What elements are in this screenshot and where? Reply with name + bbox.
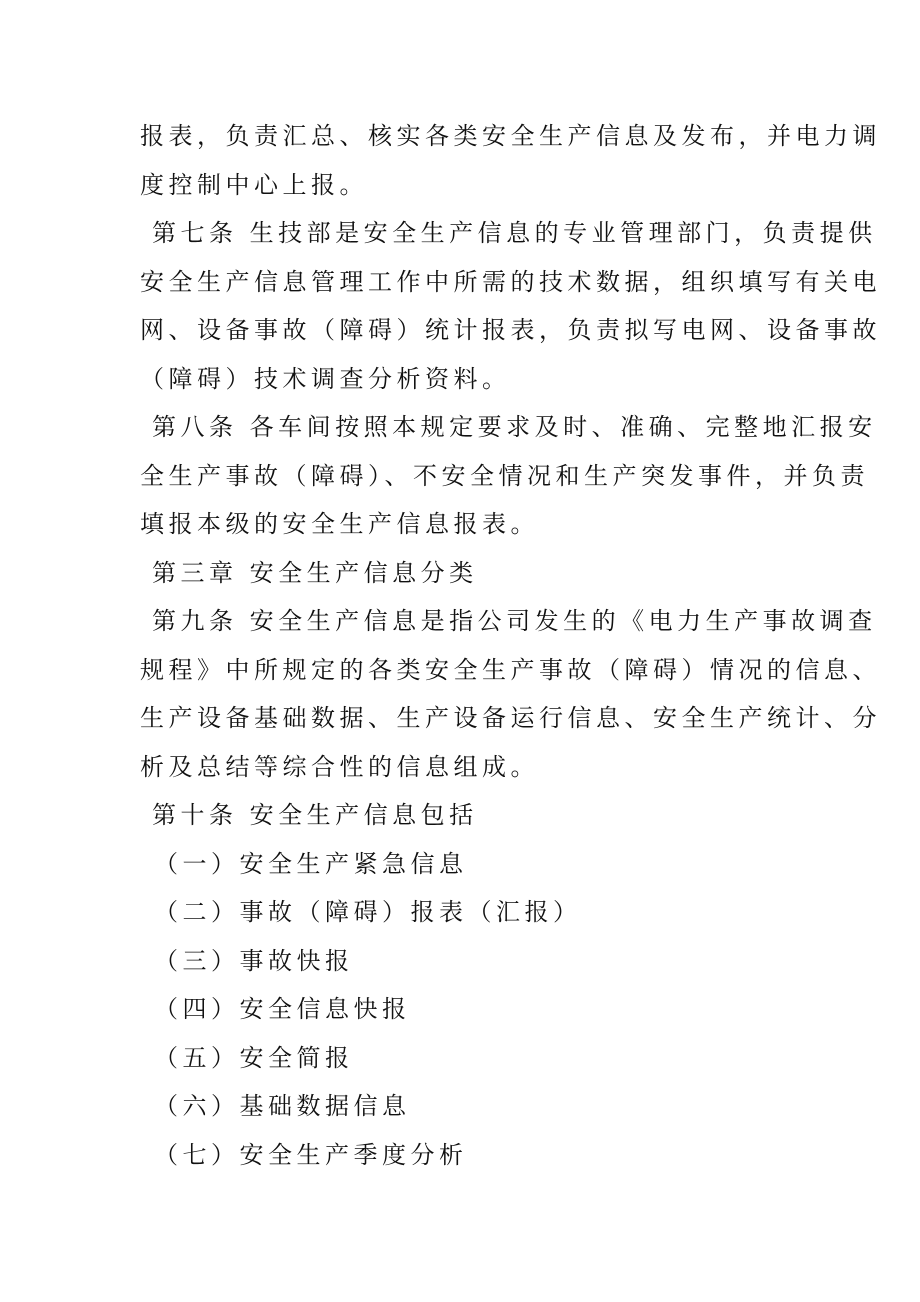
list-item: （六）基础数据信息 [154, 1092, 411, 1120]
text-line: 析及总结等综合性的信息组成。 [140, 752, 539, 781]
text-line: 度控制中心上报。 [140, 170, 368, 199]
text-line: 全生产事故（障碍）、不安全情况和生产突发事件，并负责 [140, 461, 869, 490]
text-line: 报表，负责汇总、核实各类安全生产信息及发布，并电力调 [140, 122, 881, 150]
text-line: 填报本级的安全生产信息报表。 [140, 510, 539, 538]
text-line: 规程》中所规定的各类安全生产事故（障碍）情况的信息、 [140, 655, 881, 684]
text-line: 安全生产信息管理工作中所需的技术数据，组织填写有关电 [140, 267, 881, 296]
list-item: （四）安全信息快报 [154, 995, 411, 1023]
list-item: （三）事故快报 [154, 946, 354, 975]
chapter-3-heading: 第三章 安全生产信息分类 [152, 558, 478, 587]
list-item: （一）安全生产紧急信息 [154, 849, 468, 878]
text-line: 生产设备基础数据、生产设备运行信息、安全生产统计、分 [140, 704, 881, 732]
list-item: （七）安全生产季度分析 [154, 1140, 468, 1169]
article-9-heading-line: 第九条 安全生产信息是指公司发生的《电力生产事故调查 [152, 607, 877, 635]
list-item: （五）安全简报 [154, 1043, 354, 1072]
text-line: 网、设备事故（障碍）统计报表，负责拟写电网、设备事故 [140, 316, 881, 344]
text-line: （障碍）技术调查分析资料。 [140, 364, 511, 393]
document-body [140, 112, 900, 1179]
article-8-heading-line: 第八条 各车间按照本规定要求及时、准确、完整地汇报安 [152, 413, 877, 441]
article-7-heading-line: 第七条 生技部是安全生产信息的专业管理部门，负责提供 [152, 219, 877, 247]
article-10-heading-line: 第十条 安全生产信息包括 [152, 801, 478, 829]
list-item: （二）事故（障碍）报表（汇报） [154, 898, 582, 926]
